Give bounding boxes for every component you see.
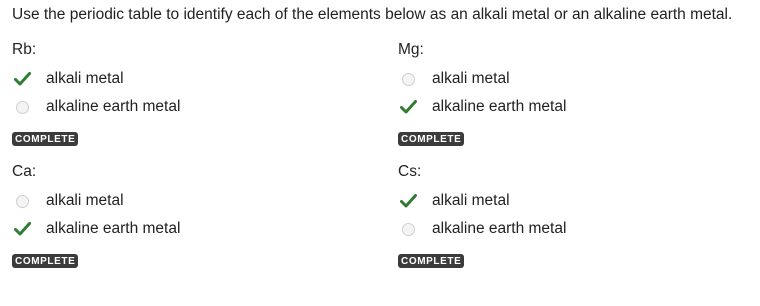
radio-icon (402, 223, 415, 236)
question-rb (12, 41, 372, 151)
question-prompt: Use the periodic table to identify each of the elements below as an alkali metal or an alkaline earth metal. (12, 6, 733, 23)
check-icon (14, 72, 31, 86)
option-label: alkaline earth metal (46, 220, 181, 237)
option-alkaline-earth-metal[interactable] (12, 218, 180, 240)
element-label: Cs: (398, 163, 422, 180)
check-icon (400, 100, 417, 114)
complete-badge: COMPLETE (398, 254, 464, 268)
option-alkali-metal[interactable] (12, 68, 124, 90)
option-alkali-metal[interactable] (12, 190, 124, 212)
complete-badge: COMPLETE (12, 132, 78, 146)
element-label: Rb: (12, 41, 37, 58)
option-label: alkaline earth metal (432, 220, 567, 237)
answer-marker (398, 97, 418, 117)
question-mg (398, 41, 758, 151)
question-ca (12, 163, 372, 273)
option-label: alkali metal (432, 70, 510, 87)
check-icon (14, 222, 31, 236)
answer-marker (398, 69, 418, 89)
check-icon (400, 194, 417, 208)
answer-marker (12, 69, 32, 89)
element-label: Mg: (398, 41, 424, 58)
question-cs (398, 163, 758, 273)
radio-icon (16, 101, 29, 114)
option-alkaline-earth-metal[interactable] (12, 96, 180, 118)
option-alkaline-earth-metal[interactable] (398, 96, 566, 118)
option-label: alkaline earth metal (46, 98, 181, 115)
answer-marker (12, 191, 32, 211)
element-label: Ca: (12, 163, 37, 180)
complete-badge: COMPLETE (398, 132, 464, 146)
answer-marker (398, 191, 418, 211)
option-alkali-metal[interactable] (398, 68, 510, 90)
option-label: alkali metal (46, 192, 124, 209)
answer-marker (12, 219, 32, 239)
option-label: alkali metal (432, 192, 510, 209)
radio-icon (402, 73, 415, 86)
option-label: alkali metal (46, 70, 124, 87)
complete-badge: COMPLETE (12, 254, 78, 268)
answer-marker (12, 97, 32, 117)
option-label: alkaline earth metal (432, 98, 567, 115)
option-alkaline-earth-metal[interactable] (398, 218, 566, 240)
option-alkali-metal[interactable] (398, 190, 510, 212)
radio-icon (16, 195, 29, 208)
answer-marker (398, 219, 418, 239)
